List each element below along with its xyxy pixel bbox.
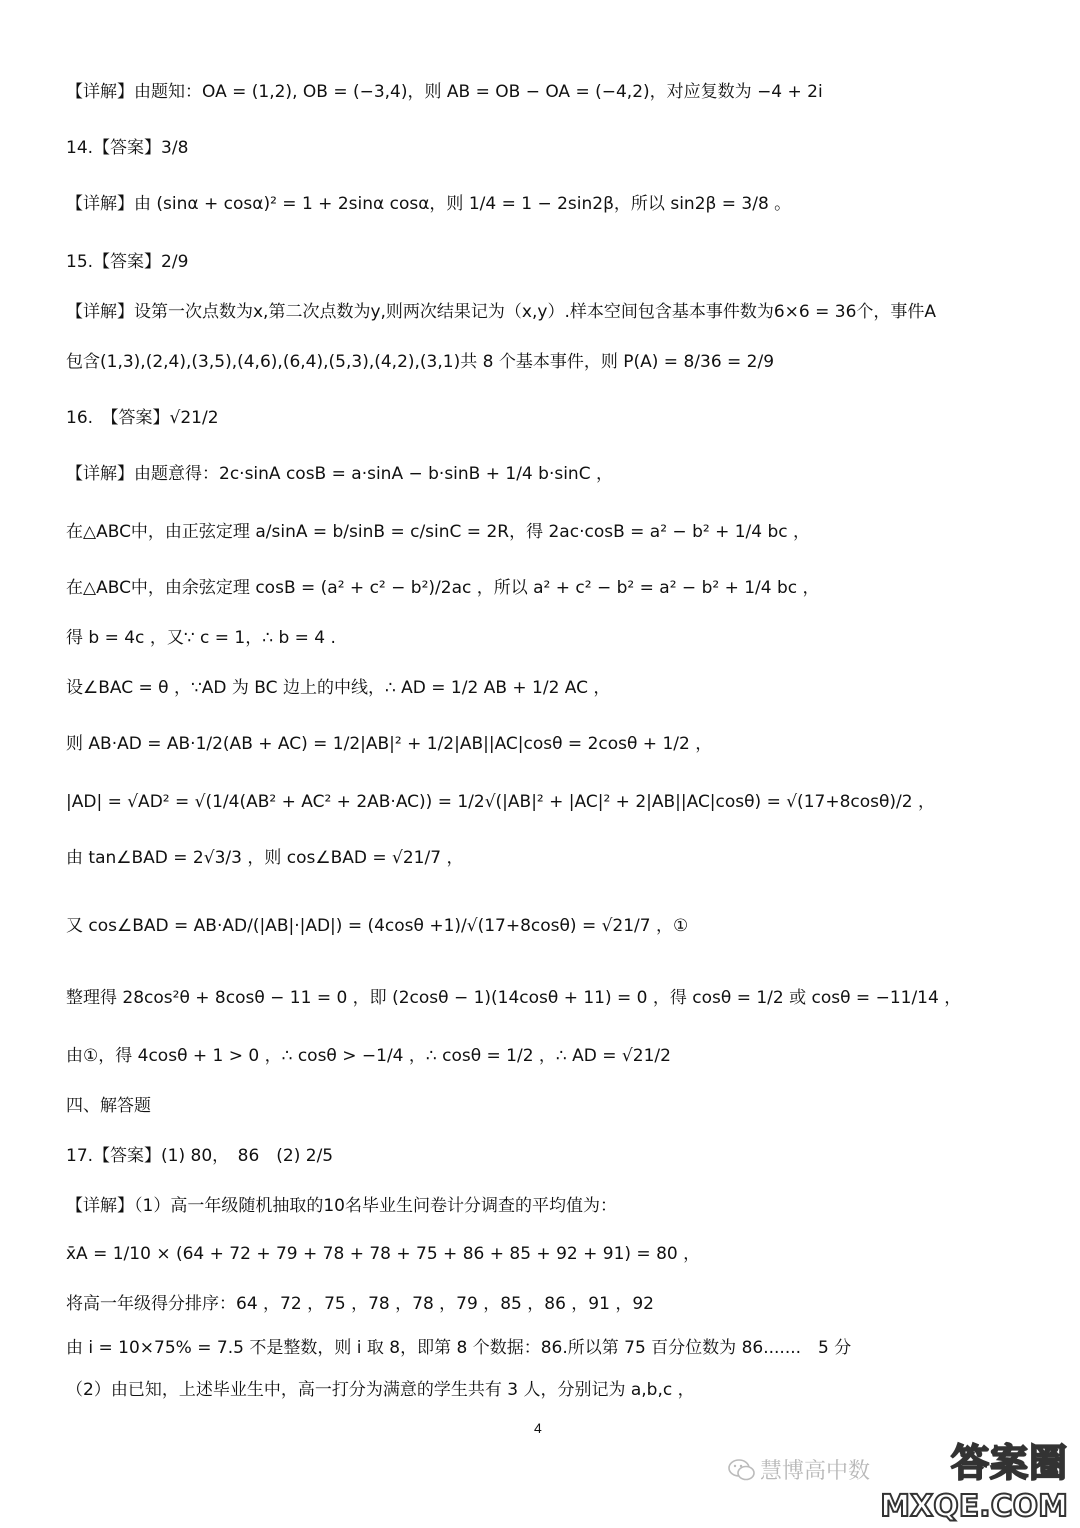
line-14: [66, 850, 463, 867]
line-text: 由①，得 4cosθ + 1 > 0 ，∴ cosθ > −1/4 ，∴ cosθ = 1/2 ，∴ AD = √21/2: [66, 1046, 671, 1066]
line-text: 在△ABC中，由余弦定理 cosB = (a² + c² − b²)/2ac ，所以 a² + c² − b² = a² − b² + 1/4 bc ，: [66, 578, 820, 598]
line-text: 得 b = 4c ，又∵ c = 1，∴ b = 4 .: [66, 628, 336, 648]
line-22: [66, 1296, 654, 1313]
line-text: （2）由已知，上述毕业生中，高一打分为满意的学生共有 3 人，分别记为 a,b,c ，: [66, 1380, 695, 1400]
line-text: 由 tan∠BAD = 2√3/3 ，则 cos∠BAD = √21/7 ，: [66, 848, 464, 868]
line-12: [66, 736, 712, 753]
watermark-channel: 慧博高中数: [760, 1459, 871, 1484]
line-0: [66, 84, 823, 101]
line-text: 15.【答案】2/9: [66, 252, 189, 272]
line-text: x̄A = 1/10 × (64 + 72 + 79 + 78 + 78 + 75 + 86 + 85 + 92 + 91) = 80 ，: [66, 1244, 701, 1264]
line-text: 【详解】（1）高一年级随机抽取的10名毕业生问卷计分调查的平均值为：: [66, 1196, 617, 1216]
line-23: [66, 1340, 851, 1357]
watermark: [722, 1432, 1072, 1528]
line-text: 17.【答案】(1) 80， 86 (2) 2/5: [66, 1146, 334, 1166]
line-20: [66, 1198, 617, 1215]
line-19: [66, 1148, 333, 1165]
line-7: [66, 466, 613, 483]
line-10: [66, 630, 336, 647]
line-5: [66, 354, 774, 371]
page-number: 4: [534, 1420, 542, 1436]
line-3: [66, 254, 188, 271]
line-text: 16. 【答案】√21/2: [66, 408, 219, 428]
line-text: 则 AB·AD = AB·1/2(AB + AC) = 1/2|AB|² + 1/2|AB||AC|cosθ = 2cosθ + 1/2 ，: [66, 734, 713, 754]
line-2: [66, 196, 791, 213]
line-6: [66, 410, 219, 427]
line-text: 由 i = 10×75% = 7.5 不是整数，则 i 取 8，即第 8 个数据：86.所以第 75 百分位数为 86....... 5 分: [66, 1338, 852, 1358]
line-text: 整理得 28cos²θ + 8cosθ − 11 = 0 ，即 (2cosθ − 1)(14cosθ + 11) = 0 ，得 cosθ = 1/2 或 cosθ = −11/14 ，: [66, 988, 962, 1008]
line-17: [66, 1048, 671, 1065]
line-15: [66, 918, 688, 935]
line-text: |AD| = √AD² = √(1/4(AB² + AC² + 2AB·AC)) = 1/2√(|AB|² + |AC|² + 2|AB||AC|cosθ) = √(17+8cosθ)/2 ，: [66, 792, 935, 812]
watermark-logo: 答案圈: [950, 1441, 1068, 1485]
line-text: 【详解】由 (sinα + cosα)² = 1 + 2sinα cosα，则 1/4 = 1 − 2sin2β，所以 sin2β = 3/8 。: [66, 194, 792, 214]
line-24: [66, 1382, 695, 1399]
line-text: 【详解】由题知：OA = (1,2), OB = (−3,4)，则 AB = OB − OA = (−4,2)，对应复数为 −4 + 2i: [66, 82, 823, 102]
line-13: [66, 794, 935, 811]
line-21: [66, 1246, 700, 1263]
line-text: 【详解】设第一次点数为x,第二次点数为y,则两次结果记为（x,y）.样本空间包含基本事件数为6×6 = 36个，事件A: [66, 302, 937, 322]
line-18: [66, 1098, 151, 1115]
line-16: [66, 990, 961, 1007]
line-text: 将高一年级得分排序：64 ，72 ，75 ，78 ，78 ，79 ，85 ，86 ，91 ，92: [66, 1294, 654, 1314]
line-text: 【详解】由题意得：2c·sinA cosB = a·sinA − b·sinB + 1/4 b·sinC ，: [66, 464, 613, 484]
line-4: [66, 304, 936, 321]
watermark-url: MXQE.COM: [880, 1489, 1068, 1524]
line-8: [66, 524, 810, 541]
section-heading: 四、解答题: [66, 1096, 151, 1116]
wechat-icon: [728, 1458, 756, 1482]
line-1: [66, 140, 188, 157]
line-11: [66, 680, 610, 697]
line-text: 在△ABC中，由正弦定理 a/sinA = b/sinB = c/sinC = 2R，得 2ac·cosB = a² − b² + 1/4 bc ，: [66, 522, 811, 542]
line-text: 14.【答案】3/8: [66, 138, 189, 158]
line-9: [66, 580, 820, 597]
line-text: 设∠BAC = θ ，∵AD 为 BC 边上的中线，∴ AD = 1/2 AB + 1/2 AC ，: [66, 678, 611, 698]
line-text: 包含(1,3),(2,4),(3,5),(4,6),(6,4),(5,3),(4,2),(3,1)共 8 个基本事件，则 P(A) = 8/36 = 2/9: [66, 352, 775, 372]
line-text: 又 cos∠BAD = AB·AD/(|AB|·|AD|) = (4cosθ +1)/√(17+8cosθ) = √21/7 ，①: [66, 916, 689, 936]
